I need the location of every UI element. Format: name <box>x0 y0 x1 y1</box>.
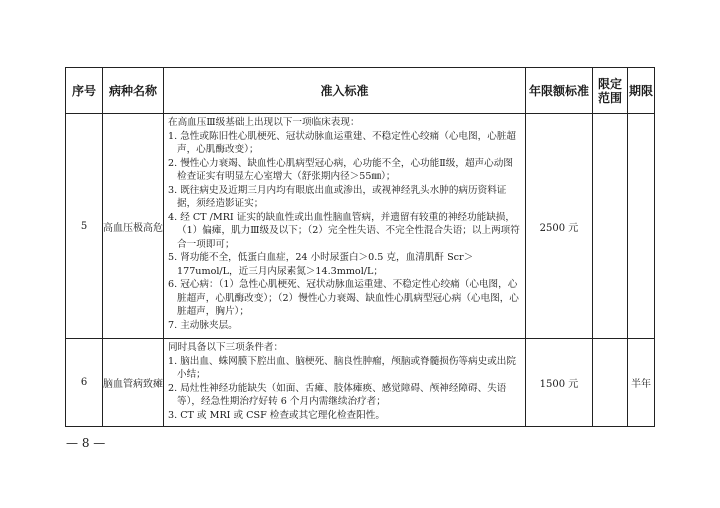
criteria-item: 3. 既往病史及近期三月内均有眼底出血或渗出，或视神经乳头水肿的病历资料证据，须经造影证实； <box>168 184 507 209</box>
row-no: 6 <box>66 339 103 427</box>
header-criteria: 准入标准 <box>164 68 526 114</box>
row-criteria <box>164 339 526 427</box>
header-period: 期限 <box>628 68 655 114</box>
criteria-item: 4. 经 CT /MRI 证实的缺血性或出血性脑血管病，并遗留有较重的神经功能缺损，（1）偏瘫，肌力Ⅲ级及以下；（2）完全性失语、不完全性混合失语；以上两项符合一项即可； <box>168 211 520 250</box>
criteria-item: 1. 脑出血、蛛网膜下腔出血、脑梗死、脑良性肿瘤，颅脑或脊髓损伤等病史或出院小结； <box>168 355 516 380</box>
row-period <box>628 114 655 339</box>
criteria-item: 5. 肾功能不全，低蛋白血症，24 小时尿蛋白＞0.5 克，血清肌酐 Scr＞177umol/L，近三月内尿素氮＞14.3mmol/L； <box>168 252 474 277</box>
row-scope <box>593 339 628 427</box>
row-limit: 1500 元 <box>526 339 593 427</box>
criteria-item: 3. CT 或 MRI 或 CSF 检查或其它理化检查阳性。 <box>168 409 385 421</box>
criteria-item: 1. 急性或陈旧性心肌梗死、冠状动脉血运重建、不稳定性心绞痛（心电图，心脏超声，心肌酶改变）； <box>168 130 516 155</box>
row-scope <box>593 114 628 339</box>
criteria-item: 7. 主动脉夹层。 <box>168 319 238 331</box>
table-row <box>66 339 655 427</box>
criteria-item: 2. 局灶性神经功能缺失（如面、舌瘫、肢体瘫痪、感觉障碍、颅神经障碍、失语等），经急性期治疗好转 6 个月内需继续治疗者； <box>168 382 507 407</box>
page-number: — 8 — <box>66 436 106 450</box>
criteria-item: 2. 慢性心力衰竭、缺血性心肌病型冠心病，心功能不全，心功能Ⅱ级，超声心动图检查证实有明显左心室增大（舒张期内径＞55㎜）； <box>168 157 513 182</box>
header-scope: 限定范围 <box>593 68 628 114</box>
header-limit: 年限额标准 <box>526 68 593 114</box>
row-limit: 2500 元 <box>526 114 593 339</box>
row-disease: 脑血管病致瘫 <box>103 339 164 427</box>
criteria-intro: 在高血压Ⅲ级基础上出现以下一项临床表现： <box>168 117 360 128</box>
table-row <box>66 114 655 339</box>
header-disease: 病种名称 <box>103 68 164 114</box>
disease-criteria-table <box>65 67 655 427</box>
table-header-row <box>66 68 655 114</box>
row-criteria <box>164 114 526 339</box>
row-no: 5 <box>66 114 103 339</box>
row-disease: 高血压极高危 <box>103 114 164 339</box>
criteria-item: 6. 冠心病：（1）急性心肌梗死、冠状动脉血运重建、不稳定性心绞痛（心电图，心脏超声，心肌酶改变）；（2）慢性心力衰竭、缺血性心肌病型冠心病（心电图，心脏超声，胸片）； <box>168 279 519 317</box>
criteria-intro: 同时具备以下三项条件者： <box>168 342 284 353</box>
row-period: 半年 <box>628 339 655 427</box>
header-no: 序号 <box>66 68 103 114</box>
